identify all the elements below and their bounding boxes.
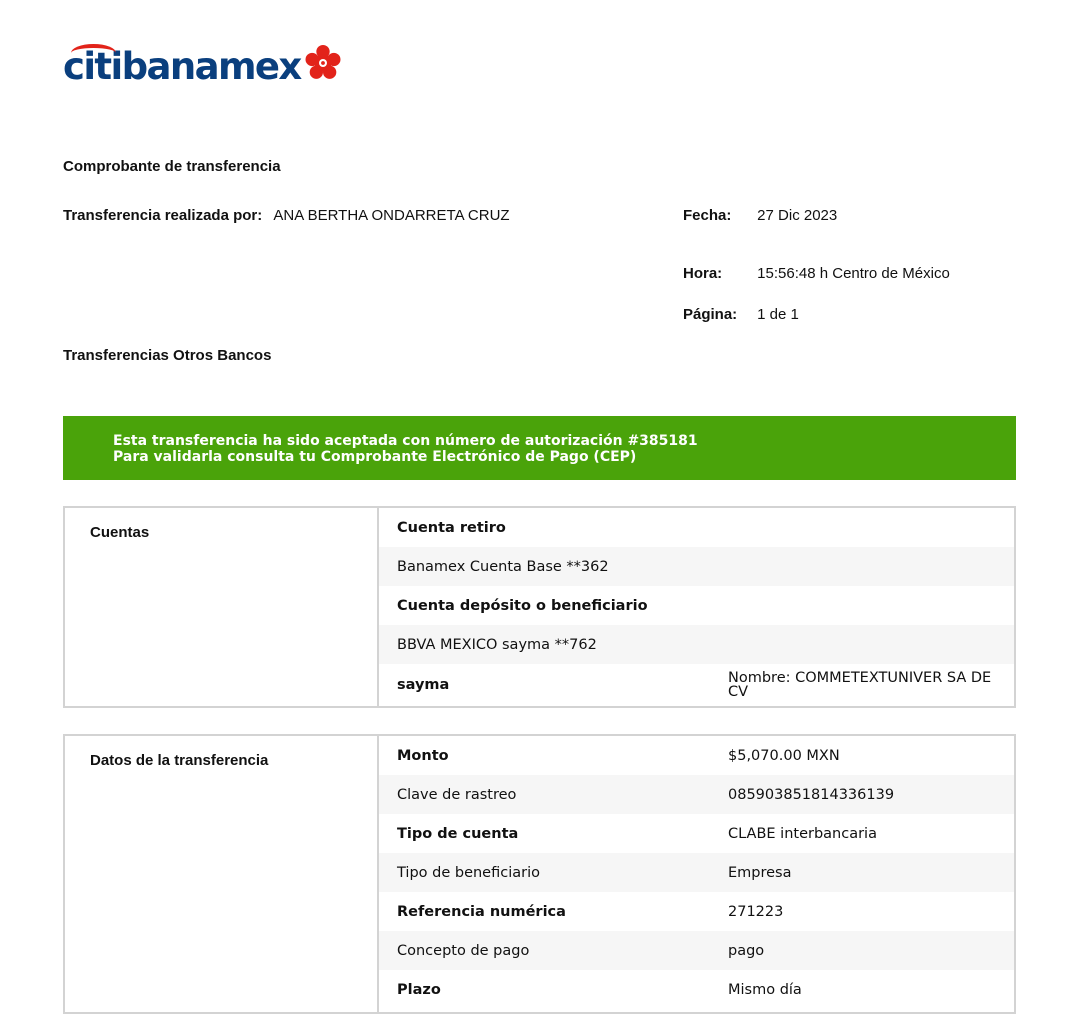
fecha-value: 27 Dic 2023: [757, 207, 838, 224]
row-label: BBVA MEXICO sayma **762: [397, 636, 597, 653]
table-row: [379, 931, 1014, 970]
section-title: Transferencias Otros Bancos: [63, 347, 272, 364]
banner-line-1: Esta transferencia ha sido aceptada con número de autorización #385181: [113, 433, 698, 449]
table-row: [379, 625, 1014, 664]
banner-line-2: Para validarla consulta tu Comprobante Electrónico de Pago (CEP): [113, 449, 637, 465]
logo-banamex-text: banamex: [121, 44, 301, 88]
logo-arc: [71, 44, 116, 62]
pagina-row: [683, 306, 799, 323]
row-label: Referencia numérica: [397, 903, 566, 920]
datos-heading-cell: [65, 736, 379, 1012]
cuentas-heading-cell: [65, 508, 379, 706]
pagina-value: 1 de 1: [757, 306, 799, 323]
cuentas-panel: [63, 506, 1016, 708]
pagina-label: Página:: [683, 306, 738, 323]
row-label: sayma: [397, 676, 450, 693]
row-label: Concepto de pago: [397, 942, 530, 959]
row-label: Cuenta retiro: [397, 519, 506, 536]
row-value: Empresa: [728, 864, 792, 881]
realizada-value: ANA BERTHA ONDARRETA CRUZ: [273, 207, 510, 224]
datos-heading: Datos de la transferencia: [90, 752, 269, 769]
datos-panel: [63, 734, 1016, 1014]
fecha-row: [683, 207, 837, 224]
table-row: [379, 736, 1014, 775]
table-row: [379, 892, 1014, 931]
realizada-row: [63, 207, 510, 224]
cuentas-heading: Cuentas: [90, 524, 150, 541]
table-row: [379, 586, 1014, 625]
row-value: 271223: [728, 903, 784, 920]
cuentas-rows: [379, 508, 1014, 705]
fecha-label: Fecha:: [683, 207, 732, 224]
row-value: CLABE interbancaria: [728, 825, 877, 842]
table-row: [379, 664, 1014, 705]
row-value: $5,070.00 MXN: [728, 747, 840, 764]
row-label: Banamex Cuenta Base **362: [397, 558, 609, 575]
table-row: [379, 970, 1014, 1009]
table-row: [379, 814, 1014, 853]
hora-row: [683, 265, 950, 282]
hora-value: 15:56:48 h Centro de México: [757, 265, 950, 282]
logo-citi-text: citi: [63, 44, 122, 88]
table-row: [379, 508, 1014, 547]
authorization-banner: [63, 416, 1016, 480]
citibanamex-logo: [63, 40, 342, 92]
row-label: Monto: [397, 747, 449, 764]
banamex-flower-icon: [304, 44, 342, 82]
hora-label: Hora:: [683, 265, 723, 282]
row-label: Plazo: [397, 981, 441, 998]
realizada-label: Transferencia realizada por:: [63, 207, 263, 224]
table-row: [379, 547, 1014, 586]
row-value: Nombre: COMMETEXTUNIVER SA DE CV: [728, 669, 992, 700]
row-value: pago: [728, 942, 765, 959]
row-label: Cuenta depósito o beneficiario: [397, 597, 648, 614]
table-row: [379, 853, 1014, 892]
row-label: Clave de rastreo: [397, 786, 517, 803]
datos-rows: [379, 736, 1014, 1009]
table-row: [379, 775, 1014, 814]
row-value: 085903851814336139: [728, 786, 895, 803]
row-label: Tipo de beneficiario: [397, 864, 540, 881]
row-value: Mismo día: [728, 981, 802, 998]
page-title: Comprobante de transferencia: [63, 158, 281, 175]
row-label: Tipo de cuenta: [397, 825, 519, 842]
